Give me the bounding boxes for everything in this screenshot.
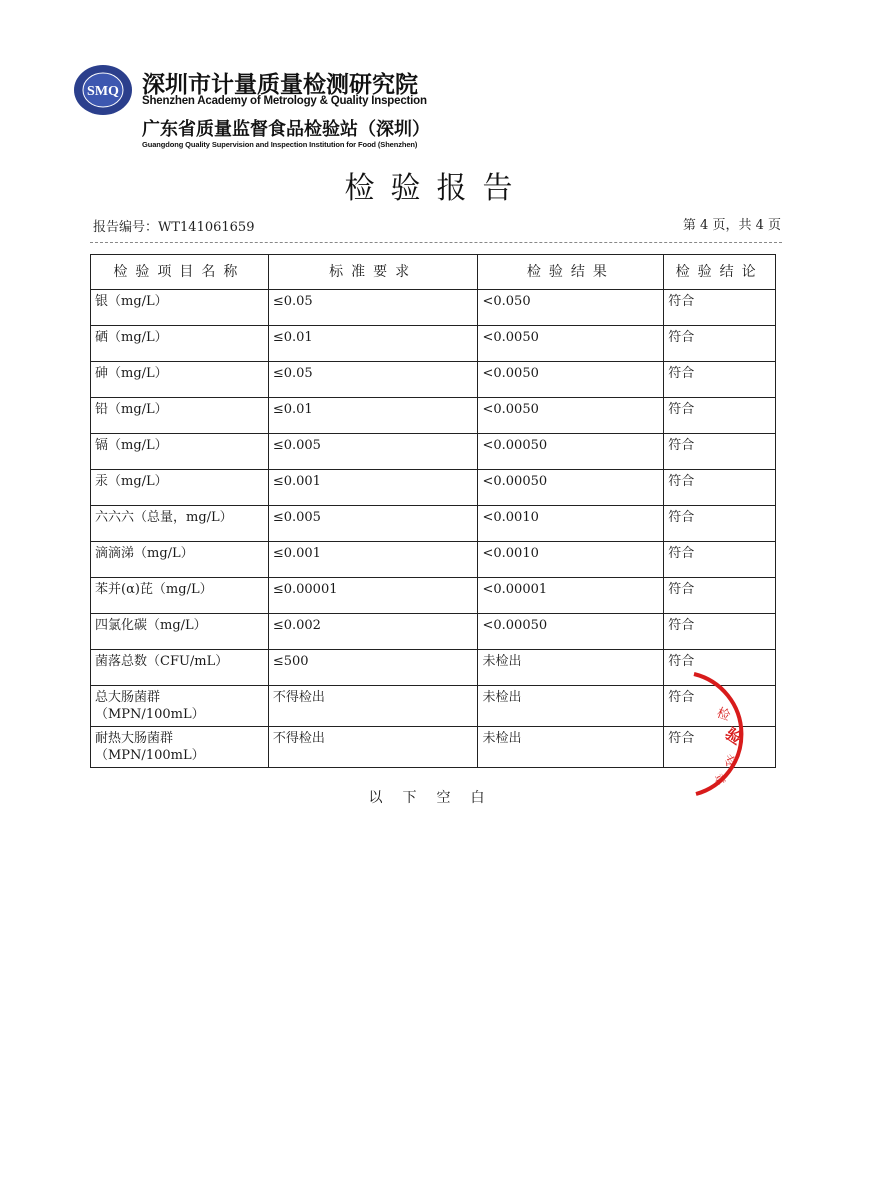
svg-text:检: 检 — [714, 705, 732, 725]
table-row — [91, 578, 776, 614]
table-row — [91, 650, 776, 686]
cell-item: 六六六（总量，mg/L） — [91, 506, 269, 542]
cell-standard: ≤0.05 — [268, 362, 478, 398]
cell-item: 砷（mg/L） — [91, 362, 269, 398]
table-row — [91, 362, 776, 398]
cell-item: 银（mg/L） — [91, 290, 269, 326]
cell-item: 总大肠菌群 （MPN/100mL） — [91, 686, 269, 727]
table-header-row — [91, 255, 776, 290]
cell-conclusion: 符合 — [664, 434, 776, 470]
table-row — [91, 686, 776, 727]
cell-result: <0.00050 — [478, 470, 664, 506]
cell-conclusion: 符合 — [664, 290, 776, 326]
cell-conclusion: 符合 — [664, 542, 776, 578]
cell-standard: ≤500 — [268, 650, 478, 686]
cell-standard: 不得检出 — [268, 686, 478, 727]
table-row — [91, 614, 776, 650]
table-row — [91, 398, 776, 434]
org-name-cn: 深圳市计量质量检测研究院 — [142, 72, 418, 98]
table-body — [91, 290, 776, 768]
col-header-result: 检验结果 — [478, 255, 664, 290]
cell-standard: ≤0.001 — [268, 542, 478, 578]
table-row — [91, 506, 776, 542]
cell-conclusion: 符合 — [664, 614, 776, 650]
cell-conclusion: 符合 — [664, 470, 776, 506]
cell-result: <0.00001 — [478, 578, 664, 614]
document-title: 检验报告 — [344, 171, 529, 206]
blank-below-note: 以下空白 — [368, 790, 505, 806]
cell-standard: ≤0.002 — [268, 614, 478, 650]
cell-result: <0.00050 — [478, 434, 664, 470]
cell-item: 四氯化碳（mg/L） — [91, 614, 269, 650]
cell-conclusion: 符合 — [664, 727, 776, 768]
cell-standard: ≤0.01 — [268, 326, 478, 362]
cell-item: 汞（mg/L） — [91, 470, 269, 506]
cell-item: 滴滴涕（mg/L） — [91, 542, 269, 578]
cell-standard: ≤0.00001 — [268, 578, 478, 614]
table-row — [91, 470, 776, 506]
cell-conclusion: 符合 — [664, 578, 776, 614]
cell-result: 未检出 — [478, 727, 664, 768]
cell-result: <0.0050 — [478, 326, 664, 362]
cell-conclusion: 符合 — [664, 398, 776, 434]
cell-standard: ≤0.005 — [268, 434, 478, 470]
svg-text:验: 验 — [721, 723, 746, 749]
inspection-seal — [686, 664, 756, 804]
org-name-en: Shenzhen Academy of Metrology & Quality Inspection — [142, 95, 427, 107]
cell-standard: ≤0.05 — [268, 290, 478, 326]
table-row — [91, 727, 776, 768]
cell-result: <0.0050 — [478, 362, 664, 398]
cell-item: 硒（mg/L） — [91, 326, 269, 362]
cell-conclusion: 符合 — [664, 650, 776, 686]
header-divider — [90, 242, 782, 243]
cell-result: 未检出 — [478, 686, 664, 727]
svg-text:专: 专 — [718, 751, 739, 772]
smq-logo — [73, 64, 133, 116]
cell-standard: ≤0.005 — [268, 506, 478, 542]
cell-item: 镉（mg/L） — [91, 434, 269, 470]
cell-item: 菌落总数（CFU/mL） — [91, 650, 269, 686]
page-number: 第 4 页，共 4 页 — [682, 218, 781, 233]
cell-item: 耐热大肠菌群 （MPN/100mL） — [91, 727, 269, 768]
cell-result: <0.0050 — [478, 398, 664, 434]
col-header-conclusion: 检验结论 — [664, 255, 776, 290]
cell-standard: 不得检出 — [268, 727, 478, 768]
cell-conclusion: 符合 — [664, 686, 776, 727]
table-row — [91, 434, 776, 470]
cell-result: <0.0010 — [478, 506, 664, 542]
results-table — [90, 254, 776, 768]
table-row — [91, 542, 776, 578]
report-number: 报告编号：WT141061659 — [93, 220, 255, 235]
col-header-item: 检验项目名称 — [91, 255, 269, 290]
cell-item: 铅（mg/L） — [91, 398, 269, 434]
station-name-en: Guangdong Quality Supervision and Inspection Institution for Food (Shenzhen) — [142, 140, 418, 149]
cell-item: 苯并(α)芘（mg/L） — [91, 578, 269, 614]
svg-text:章: 章 — [711, 771, 728, 788]
cell-result: 未检出 — [478, 650, 664, 686]
cell-result: <0.0010 — [478, 542, 664, 578]
table-row — [91, 326, 776, 362]
table-row — [91, 290, 776, 326]
station-name-cn: 广东省质量监督食品检验站（深圳） — [142, 119, 430, 140]
cell-result: <0.00050 — [478, 614, 664, 650]
cell-standard: ≤0.01 — [268, 398, 478, 434]
cell-result: <0.050 — [478, 290, 664, 326]
cell-conclusion: 符合 — [664, 362, 776, 398]
svg-text:SMQ: SMQ — [87, 84, 119, 99]
cell-conclusion: 符合 — [664, 506, 776, 542]
col-header-standard: 标准要求 — [268, 255, 478, 290]
cell-standard: ≤0.001 — [268, 470, 478, 506]
cell-conclusion: 符合 — [664, 326, 776, 362]
